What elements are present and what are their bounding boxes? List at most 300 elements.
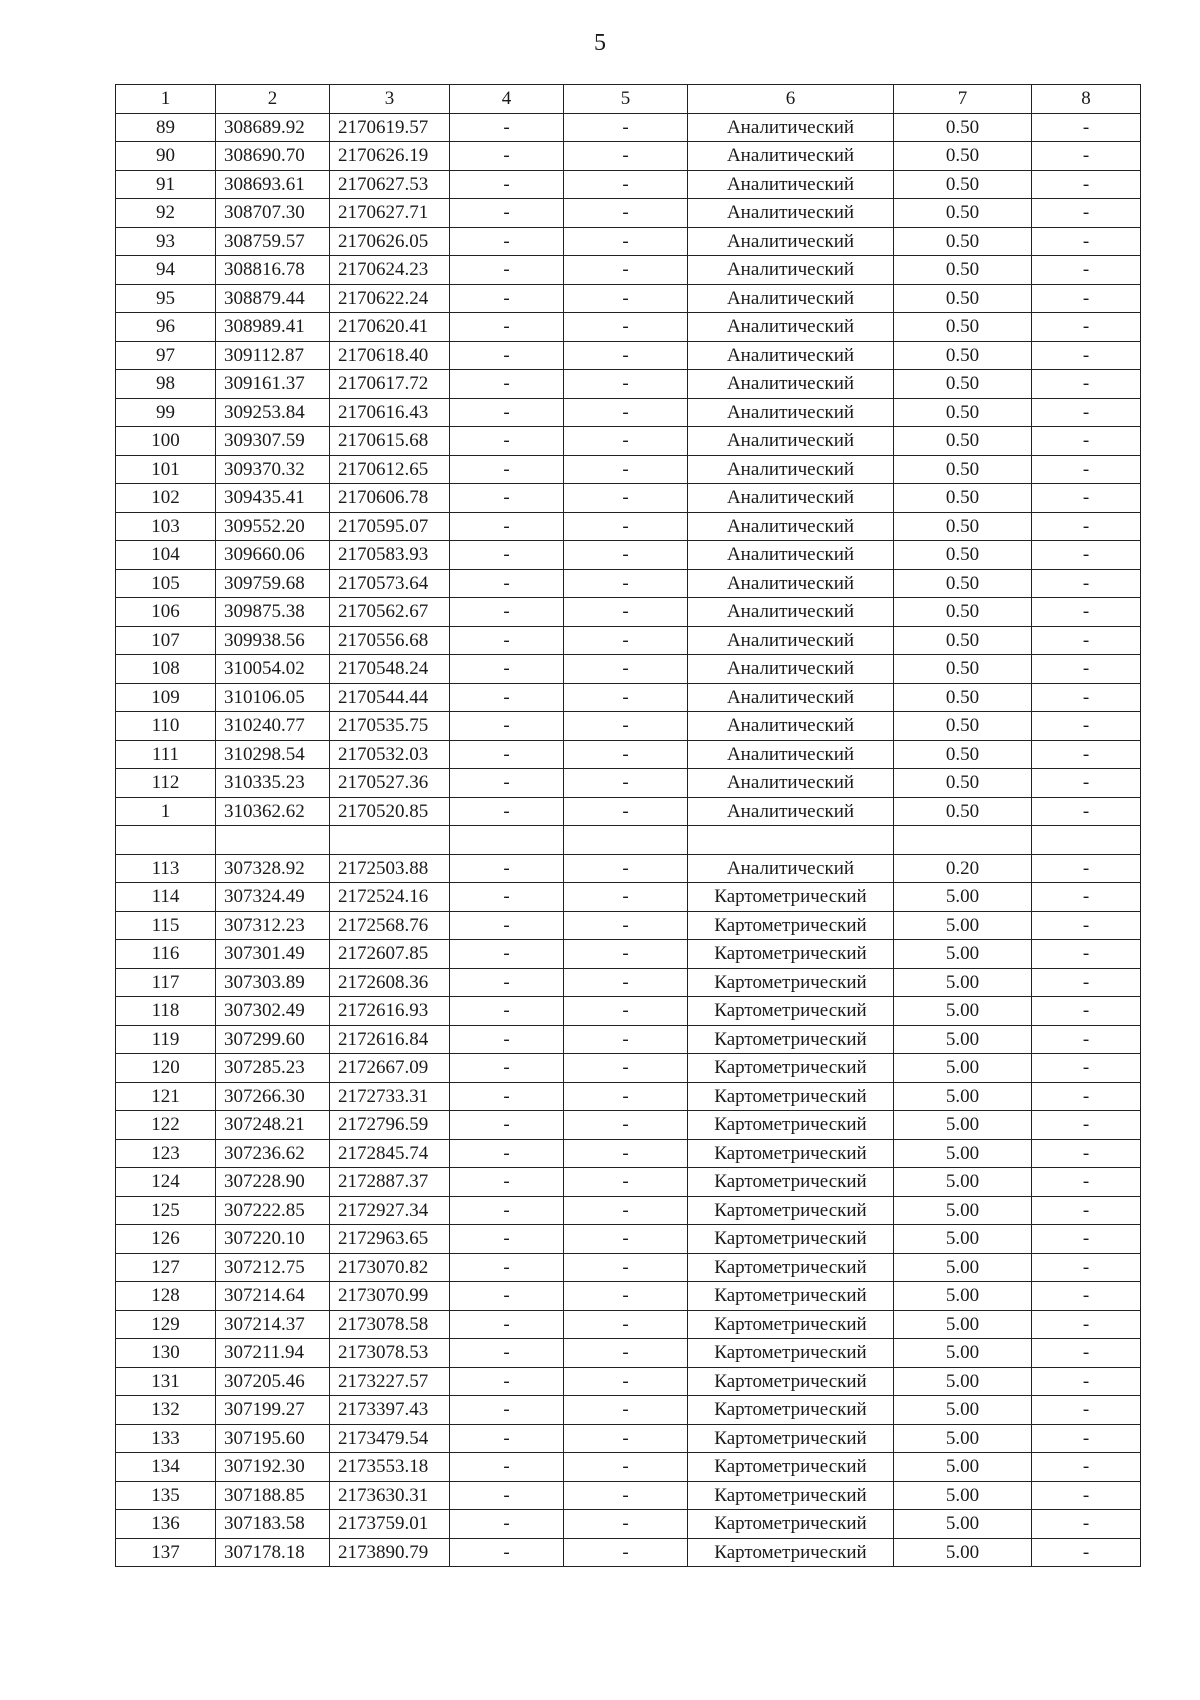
- method-cell: Аналитический: [688, 740, 894, 769]
- x-coordinate-cell: 307220.10: [216, 1225, 330, 1254]
- method-cell: Картометрический: [688, 1481, 894, 1510]
- point-number-cell: 91: [116, 170, 216, 199]
- table-row: [116, 911, 1141, 940]
- col4-cell: -: [450, 284, 564, 313]
- accuracy-cell: 0.50: [894, 113, 1032, 142]
- table-row: [116, 1367, 1141, 1396]
- col4-cell: -: [450, 199, 564, 228]
- table-row: [116, 1054, 1141, 1083]
- column-header: 3: [330, 85, 450, 114]
- y-coordinate-cell: 2170627.71: [330, 199, 450, 228]
- accuracy-cell: 0.50: [894, 199, 1032, 228]
- x-coordinate-cell: 307312.23: [216, 911, 330, 940]
- method-cell: [688, 826, 894, 855]
- point-number-cell: 104: [116, 541, 216, 570]
- x-coordinate-cell: 307324.49: [216, 883, 330, 912]
- x-coordinate-cell: 309253.84: [216, 398, 330, 427]
- col8-cell: -: [1032, 911, 1141, 940]
- method-cell: Аналитический: [688, 769, 894, 798]
- accuracy-cell: 5.00: [894, 1054, 1032, 1083]
- point-number-cell: 94: [116, 256, 216, 285]
- col5-cell: -: [564, 1310, 688, 1339]
- table-row: [116, 712, 1141, 741]
- col8-cell: -: [1032, 769, 1141, 798]
- method-cell: Картометрический: [688, 1225, 894, 1254]
- point-number-cell: 97: [116, 341, 216, 370]
- x-coordinate-cell: 309370.32: [216, 455, 330, 484]
- y-coordinate-cell: 2172607.85: [330, 940, 450, 969]
- col5-cell: -: [564, 911, 688, 940]
- y-coordinate-cell: 2173397.43: [330, 1396, 450, 1425]
- x-coordinate-cell: 307205.46: [216, 1367, 330, 1396]
- col8-cell: -: [1032, 1139, 1141, 1168]
- col5-cell: -: [564, 569, 688, 598]
- col8-cell: -: [1032, 284, 1141, 313]
- method-cell: Аналитический: [688, 712, 894, 741]
- col4-cell: -: [450, 1082, 564, 1111]
- method-cell: Картометрический: [688, 1282, 894, 1311]
- accuracy-cell: 5.00: [894, 1168, 1032, 1197]
- table-row: [116, 598, 1141, 627]
- col4-cell: -: [450, 341, 564, 370]
- col4-cell: -: [450, 1510, 564, 1539]
- col5-cell: [564, 826, 688, 855]
- point-number-cell: 103: [116, 512, 216, 541]
- point-number-cell: 95: [116, 284, 216, 313]
- table-row: [116, 1082, 1141, 1111]
- table-row: [116, 968, 1141, 997]
- column-header: 6: [688, 85, 894, 114]
- y-coordinate-cell: [330, 826, 450, 855]
- table-row: [116, 199, 1141, 228]
- col8-cell: -: [1032, 142, 1141, 171]
- col4-cell: -: [450, 797, 564, 826]
- accuracy-cell: 0.50: [894, 341, 1032, 370]
- x-coordinate-cell: 309307.59: [216, 427, 330, 456]
- accuracy-cell: 5.00: [894, 1481, 1032, 1510]
- x-coordinate-cell: 307199.27: [216, 1396, 330, 1425]
- y-coordinate-cell: 2170527.36: [330, 769, 450, 798]
- y-coordinate-cell: 2170626.19: [330, 142, 450, 171]
- col4-cell: -: [450, 1453, 564, 1482]
- col5-cell: -: [564, 113, 688, 142]
- col4-cell: -: [450, 968, 564, 997]
- table-row: [116, 683, 1141, 712]
- col5-cell: -: [564, 370, 688, 399]
- accuracy-cell: 0.50: [894, 170, 1032, 199]
- y-coordinate-cell: 2170606.78: [330, 484, 450, 513]
- col8-cell: -: [1032, 1253, 1141, 1282]
- col8-cell: [1032, 826, 1141, 855]
- point-number-cell: 101: [116, 455, 216, 484]
- x-coordinate-cell: 307188.85: [216, 1481, 330, 1510]
- col8-cell: -: [1032, 1453, 1141, 1482]
- accuracy-cell: 0.50: [894, 740, 1032, 769]
- col4-cell: [450, 826, 564, 855]
- y-coordinate-cell: 2172667.09: [330, 1054, 450, 1083]
- y-coordinate-cell: 2172524.16: [330, 883, 450, 912]
- table-header-row: [116, 85, 1141, 114]
- y-coordinate-cell: 2170627.53: [330, 170, 450, 199]
- col5-cell: -: [564, 1168, 688, 1197]
- col8-cell: -: [1032, 968, 1141, 997]
- y-coordinate-cell: 2173227.57: [330, 1367, 450, 1396]
- y-coordinate-cell: 2173759.01: [330, 1510, 450, 1539]
- accuracy-cell: 0.50: [894, 626, 1032, 655]
- col4-cell: -: [450, 1339, 564, 1368]
- accuracy-cell: 0.50: [894, 455, 1032, 484]
- col4-cell: -: [450, 1139, 564, 1168]
- table-row: [116, 427, 1141, 456]
- method-cell: Аналитический: [688, 170, 894, 199]
- point-number-cell: [116, 826, 216, 855]
- accuracy-cell: 0.20: [894, 854, 1032, 883]
- table-row: [116, 284, 1141, 313]
- col4-cell: -: [450, 854, 564, 883]
- method-cell: Картометрический: [688, 968, 894, 997]
- table-row: [116, 455, 1141, 484]
- col5-cell: -: [564, 968, 688, 997]
- col5-cell: -: [564, 740, 688, 769]
- col5-cell: -: [564, 1054, 688, 1083]
- col8-cell: -: [1032, 1111, 1141, 1140]
- method-cell: Картометрический: [688, 1082, 894, 1111]
- accuracy-cell: 0.50: [894, 370, 1032, 399]
- accuracy-cell: 5.00: [894, 1510, 1032, 1539]
- y-coordinate-cell: 2170520.85: [330, 797, 450, 826]
- col5-cell: -: [564, 598, 688, 627]
- col5-cell: -: [564, 1396, 688, 1425]
- method-cell: Аналитический: [688, 370, 894, 399]
- method-cell: Аналитический: [688, 484, 894, 513]
- col4-cell: -: [450, 1225, 564, 1254]
- method-cell: Аналитический: [688, 455, 894, 484]
- column-header: 4: [450, 85, 564, 114]
- x-coordinate-cell: 307228.90: [216, 1168, 330, 1197]
- page-number: 5: [594, 30, 606, 56]
- x-coordinate-cell: 309759.68: [216, 569, 330, 598]
- table-row: [116, 113, 1141, 142]
- method-cell: Аналитический: [688, 199, 894, 228]
- col4-cell: -: [450, 427, 564, 456]
- table-row: [116, 1111, 1141, 1140]
- method-cell: Картометрический: [688, 1196, 894, 1225]
- point-number-cell: 128: [116, 1282, 216, 1311]
- col8-cell: -: [1032, 227, 1141, 256]
- col8-cell: -: [1032, 427, 1141, 456]
- col4-cell: -: [450, 1538, 564, 1567]
- y-coordinate-cell: 2173890.79: [330, 1538, 450, 1567]
- accuracy-cell: 5.00: [894, 1367, 1032, 1396]
- table-row: [116, 854, 1141, 883]
- col5-cell: -: [564, 484, 688, 513]
- method-cell: Аналитический: [688, 427, 894, 456]
- table-row: [116, 1168, 1141, 1197]
- method-cell: Картометрический: [688, 1168, 894, 1197]
- point-number-cell: 98: [116, 370, 216, 399]
- method-cell: Аналитический: [688, 854, 894, 883]
- col4-cell: -: [450, 1111, 564, 1140]
- method-cell: Аналитический: [688, 398, 894, 427]
- x-coordinate-cell: 310106.05: [216, 683, 330, 712]
- accuracy-cell: 0.50: [894, 797, 1032, 826]
- method-cell: Картометрический: [688, 940, 894, 969]
- col4-cell: -: [450, 541, 564, 570]
- y-coordinate-cell: 2170573.64: [330, 569, 450, 598]
- x-coordinate-cell: 307285.23: [216, 1054, 330, 1083]
- col5-cell: -: [564, 512, 688, 541]
- table-row: [116, 1538, 1141, 1567]
- table-row: [116, 398, 1141, 427]
- col8-cell: -: [1032, 1339, 1141, 1368]
- table-row: [116, 227, 1141, 256]
- y-coordinate-cell: 2172963.65: [330, 1225, 450, 1254]
- col5-cell: -: [564, 854, 688, 883]
- table-row: [116, 1310, 1141, 1339]
- accuracy-cell: 5.00: [894, 1025, 1032, 1054]
- y-coordinate-cell: 2170544.44: [330, 683, 450, 712]
- col8-cell: -: [1032, 883, 1141, 912]
- col5-cell: -: [564, 1253, 688, 1282]
- col8-cell: -: [1032, 1282, 1141, 1311]
- col8-cell: -: [1032, 997, 1141, 1026]
- accuracy-cell: 5.00: [894, 997, 1032, 1026]
- y-coordinate-cell: 2172608.36: [330, 968, 450, 997]
- table-row: [116, 1139, 1141, 1168]
- x-coordinate-cell: 309660.06: [216, 541, 330, 570]
- col4-cell: -: [450, 1424, 564, 1453]
- x-coordinate-cell: 307299.60: [216, 1025, 330, 1054]
- table-row: [116, 541, 1141, 570]
- y-coordinate-cell: 2170618.40: [330, 341, 450, 370]
- col4-cell: -: [450, 1310, 564, 1339]
- col8-cell: -: [1032, 1310, 1141, 1339]
- y-coordinate-cell: 2172927.34: [330, 1196, 450, 1225]
- col5-cell: -: [564, 883, 688, 912]
- col8-cell: -: [1032, 341, 1141, 370]
- col5-cell: -: [564, 1025, 688, 1054]
- accuracy-cell: 0.50: [894, 284, 1032, 313]
- col8-cell: -: [1032, 1168, 1141, 1197]
- y-coordinate-cell: 2173078.53: [330, 1339, 450, 1368]
- table-row: [116, 1424, 1141, 1453]
- col4-cell: -: [450, 626, 564, 655]
- col5-cell: -: [564, 455, 688, 484]
- col8-cell: -: [1032, 1538, 1141, 1567]
- y-coordinate-cell: 2173070.82: [330, 1253, 450, 1282]
- y-coordinate-cell: 2170556.68: [330, 626, 450, 655]
- table-row: [116, 1196, 1141, 1225]
- column-header: 5: [564, 85, 688, 114]
- table-row: [116, 1453, 1141, 1482]
- col5-cell: -: [564, 256, 688, 285]
- accuracy-cell: 5.00: [894, 1310, 1032, 1339]
- col8-cell: -: [1032, 256, 1141, 285]
- point-number-cell: 109: [116, 683, 216, 712]
- point-number-cell: 111: [116, 740, 216, 769]
- col4-cell: -: [450, 227, 564, 256]
- point-number-cell: 119: [116, 1025, 216, 1054]
- point-number-cell: 116: [116, 940, 216, 969]
- point-number-cell: 110: [116, 712, 216, 741]
- accuracy-cell: 5.00: [894, 1282, 1032, 1311]
- x-coordinate-cell: 307192.30: [216, 1453, 330, 1482]
- x-coordinate-cell: 309112.87: [216, 341, 330, 370]
- col8-cell: -: [1032, 1054, 1141, 1083]
- col5-cell: -: [564, 626, 688, 655]
- x-coordinate-cell: 309552.20: [216, 512, 330, 541]
- col8-cell: -: [1032, 398, 1141, 427]
- y-coordinate-cell: 2170562.67: [330, 598, 450, 627]
- y-coordinate-cell: 2170532.03: [330, 740, 450, 769]
- x-coordinate-cell: 308879.44: [216, 284, 330, 313]
- method-cell: Картометрический: [688, 1538, 894, 1567]
- x-coordinate-cell: 309435.41: [216, 484, 330, 513]
- method-cell: Аналитический: [688, 256, 894, 285]
- x-coordinate-cell: 307222.85: [216, 1196, 330, 1225]
- x-coordinate-cell: 308690.70: [216, 142, 330, 171]
- col4-cell: -: [450, 569, 564, 598]
- point-number-cell: 129: [116, 1310, 216, 1339]
- col5-cell: -: [564, 1111, 688, 1140]
- col5-cell: -: [564, 1196, 688, 1225]
- x-coordinate-cell: 307301.49: [216, 940, 330, 969]
- col5-cell: -: [564, 199, 688, 228]
- y-coordinate-cell: 2170619.57: [330, 113, 450, 142]
- accuracy-cell: 5.00: [894, 911, 1032, 940]
- col5-cell: -: [564, 341, 688, 370]
- table-row: [116, 1025, 1141, 1054]
- method-cell: Картометрический: [688, 1453, 894, 1482]
- accuracy-cell: 0.50: [894, 142, 1032, 171]
- accuracy-cell: 0.50: [894, 313, 1032, 342]
- col5-cell: -: [564, 1367, 688, 1396]
- col8-cell: -: [1032, 170, 1141, 199]
- table-row: [116, 1481, 1141, 1510]
- y-coordinate-cell: 2173479.54: [330, 1424, 450, 1453]
- method-cell: Картометрический: [688, 1510, 894, 1539]
- x-coordinate-cell: 310298.54: [216, 740, 330, 769]
- col8-cell: -: [1032, 683, 1141, 712]
- accuracy-cell: 0.50: [894, 569, 1032, 598]
- accuracy-cell: 5.00: [894, 1424, 1032, 1453]
- x-coordinate-cell: 307212.75: [216, 1253, 330, 1282]
- col5-cell: -: [564, 655, 688, 684]
- point-number-cell: 135: [116, 1481, 216, 1510]
- col8-cell: -: [1032, 313, 1141, 342]
- point-number-cell: 99: [116, 398, 216, 427]
- accuracy-cell: 0.50: [894, 769, 1032, 798]
- y-coordinate-cell: 2172616.93: [330, 997, 450, 1026]
- y-coordinate-cell: 2172568.76: [330, 911, 450, 940]
- x-coordinate-cell: 307302.49: [216, 997, 330, 1026]
- y-coordinate-cell: 2170583.93: [330, 541, 450, 570]
- y-coordinate-cell: 2172796.59: [330, 1111, 450, 1140]
- col4-cell: -: [450, 1025, 564, 1054]
- method-cell: Аналитический: [688, 683, 894, 712]
- col8-cell: -: [1032, 541, 1141, 570]
- col5-cell: -: [564, 1082, 688, 1111]
- point-number-cell: 121: [116, 1082, 216, 1111]
- table-row: [116, 1396, 1141, 1425]
- method-cell: Картометрический: [688, 1111, 894, 1140]
- accuracy-cell: 5.00: [894, 1339, 1032, 1368]
- table-row: [116, 1253, 1141, 1282]
- x-coordinate-cell: 307183.58: [216, 1510, 330, 1539]
- col5-cell: -: [564, 1339, 688, 1368]
- col4-cell: -: [450, 1054, 564, 1083]
- method-cell: Картометрический: [688, 1253, 894, 1282]
- point-number-cell: 117: [116, 968, 216, 997]
- method-cell: Аналитический: [688, 598, 894, 627]
- method-cell: Картометрический: [688, 1396, 894, 1425]
- col8-cell: -: [1032, 569, 1141, 598]
- point-number-cell: 131: [116, 1367, 216, 1396]
- col8-cell: -: [1032, 1196, 1141, 1225]
- col8-cell: -: [1032, 113, 1141, 142]
- col4-cell: -: [450, 113, 564, 142]
- x-coordinate-cell: 309875.38: [216, 598, 330, 627]
- x-coordinate-cell: 307236.62: [216, 1139, 330, 1168]
- col8-cell: -: [1032, 1225, 1141, 1254]
- y-coordinate-cell: 2173078.58: [330, 1310, 450, 1339]
- x-coordinate-cell: 307303.89: [216, 968, 330, 997]
- method-cell: Картометрический: [688, 883, 894, 912]
- x-coordinate-cell: [216, 826, 330, 855]
- x-coordinate-cell: 308759.57: [216, 227, 330, 256]
- x-coordinate-cell: 307211.94: [216, 1339, 330, 1368]
- col4-cell: -: [450, 911, 564, 940]
- col5-cell: -: [564, 1282, 688, 1311]
- col5-cell: -: [564, 227, 688, 256]
- table-row: [116, 256, 1141, 285]
- point-number-cell: 108: [116, 655, 216, 684]
- accuracy-cell: 5.00: [894, 968, 1032, 997]
- method-cell: Аналитический: [688, 113, 894, 142]
- table-row: [116, 940, 1141, 969]
- x-coordinate-cell: 307195.60: [216, 1424, 330, 1453]
- method-cell: Аналитический: [688, 569, 894, 598]
- col8-cell: -: [1032, 1367, 1141, 1396]
- y-coordinate-cell: 2173630.31: [330, 1481, 450, 1510]
- y-coordinate-cell: 2170612.65: [330, 455, 450, 484]
- point-number-cell: 134: [116, 1453, 216, 1482]
- col4-cell: -: [450, 769, 564, 798]
- table-row: [116, 740, 1141, 769]
- col5-cell: -: [564, 997, 688, 1026]
- point-number-cell: 113: [116, 854, 216, 883]
- col4-cell: -: [450, 512, 564, 541]
- point-number-cell: 136: [116, 1510, 216, 1539]
- col8-cell: -: [1032, 199, 1141, 228]
- x-coordinate-cell: 307214.37: [216, 1310, 330, 1339]
- accuracy-cell: 5.00: [894, 883, 1032, 912]
- table-row: [116, 769, 1141, 798]
- accuracy-cell: 0.50: [894, 398, 1032, 427]
- accuracy-cell: 5.00: [894, 940, 1032, 969]
- col8-cell: -: [1032, 1082, 1141, 1111]
- y-coordinate-cell: 2172733.31: [330, 1082, 450, 1111]
- point-number-cell: 133: [116, 1424, 216, 1453]
- table-row: [116, 484, 1141, 513]
- y-coordinate-cell: 2170535.75: [330, 712, 450, 741]
- point-number-cell: 123: [116, 1139, 216, 1168]
- x-coordinate-cell: 307214.64: [216, 1282, 330, 1311]
- table-row: [116, 370, 1141, 399]
- point-number-cell: 114: [116, 883, 216, 912]
- accuracy-cell: 0.50: [894, 227, 1032, 256]
- accuracy-cell: 0.50: [894, 484, 1032, 513]
